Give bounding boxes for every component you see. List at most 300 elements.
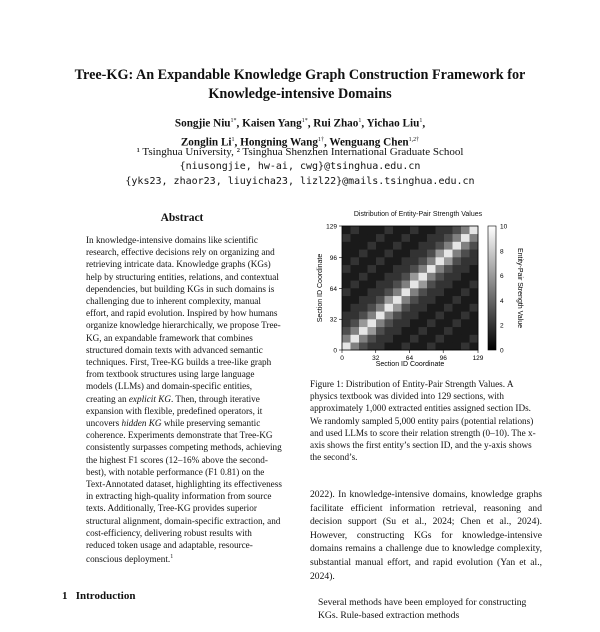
heatmap-cell <box>368 242 377 250</box>
heatmap-cell <box>427 257 436 265</box>
heatmap-cell <box>436 335 445 343</box>
heatmap-cell <box>444 257 453 265</box>
heatmap-cell <box>470 311 479 319</box>
heatmap-cell <box>427 249 436 257</box>
heatmap-cell <box>427 265 436 273</box>
heatmap-cell <box>342 234 351 242</box>
heatmap-cell <box>461 242 470 250</box>
heatmap-cell <box>427 304 436 312</box>
heatmap-cell <box>368 304 377 312</box>
heatmap-cell <box>385 327 394 335</box>
heatmap-cell <box>461 226 470 234</box>
colorbar <box>488 226 496 350</box>
heatmap-cell <box>444 342 453 350</box>
heatmap-cell <box>427 296 436 304</box>
heatmap-cell <box>368 265 377 273</box>
heatmap-cell <box>410 304 419 312</box>
heatmap-cell <box>461 265 470 273</box>
y-tick-label: 0 <box>333 347 337 355</box>
abstract-heading: Abstract <box>160 212 204 224</box>
heatmap-cell <box>351 335 360 343</box>
heatmap-cell <box>402 342 411 350</box>
heatmap-cell <box>368 335 377 343</box>
heatmap-cell <box>351 304 360 312</box>
heatmap-cell <box>393 335 402 343</box>
heatmap-cell <box>385 257 394 265</box>
heatmap-cell <box>351 249 360 257</box>
heatmap-cell <box>453 296 462 304</box>
heatmap-cell <box>393 234 402 242</box>
author-name: Rui Zhao <box>313 117 359 130</box>
heatmap-cell <box>359 273 368 281</box>
heatmap-cell <box>359 296 368 304</box>
heatmap-cell <box>359 265 368 273</box>
heatmap-cell <box>402 319 411 327</box>
heatmap-cell <box>410 249 419 257</box>
colorbar-tick-label: 4 <box>500 297 504 305</box>
heatmap-cell <box>419 265 428 273</box>
heatmap-cell <box>427 226 436 234</box>
heatmap-cell <box>453 226 462 234</box>
heatmap-cell <box>351 311 360 319</box>
heatmap-cell <box>393 319 402 327</box>
heatmap-cell <box>385 304 394 312</box>
heatmap-cell <box>342 335 351 343</box>
heatmap-cell <box>402 296 411 304</box>
heatmap-cell <box>427 273 436 281</box>
heatmap-cell <box>410 296 419 304</box>
heatmap-cell <box>359 288 368 296</box>
heatmap-cell <box>342 304 351 312</box>
heatmap-cell <box>444 249 453 257</box>
heatmap-cell <box>385 342 394 350</box>
heatmap-cell <box>342 311 351 319</box>
heatmap-cell <box>470 226 479 234</box>
heatmap-cell <box>453 319 462 327</box>
heatmap-cell <box>470 296 479 304</box>
heatmap-cell <box>419 234 428 242</box>
heatmap-cell <box>444 319 453 327</box>
paragraph: 2022). In knowledge-intensive domains, knowledge graphs facilitate efficient information retrieval, reasoning and decision support (Su et al., 2024; Chen et al., 2024). However, constructing KGs for knowledge-intensive domains remains a challenge due to knowledge complexity, substantial manual effort, and rapid evolution (Yan et al., 2024). <box>310 489 542 582</box>
heatmap-cell <box>385 249 394 257</box>
email-line-1: {niusongjie, hw-ai, cwg}@tsinghua.edu.cn <box>179 161 421 172</box>
heatmap-cell <box>419 273 428 281</box>
heatmap-cell <box>461 319 470 327</box>
heatmap-cell <box>436 342 445 350</box>
heatmap-cell <box>351 342 360 350</box>
heatmap-cell <box>376 311 385 319</box>
heatmap-cell <box>385 242 394 250</box>
heatmap-cell <box>351 327 360 335</box>
heatmap-cell <box>436 304 445 312</box>
heatmap-cell <box>444 304 453 312</box>
heatmap-cell <box>410 234 419 242</box>
heatmap-cell <box>351 288 360 296</box>
author-name: Wenguang Chen <box>329 136 409 149</box>
heatmap-cell <box>402 242 411 250</box>
heatmap-cell <box>470 234 479 242</box>
heatmap-cell <box>419 342 428 350</box>
heatmap-cell <box>342 288 351 296</box>
heatmap-cell <box>359 335 368 343</box>
heatmap-cell <box>393 257 402 265</box>
heatmap-cell <box>419 242 428 250</box>
heatmap-cell <box>427 234 436 242</box>
heatmap-cell <box>359 342 368 350</box>
author-name: Yichao Liu <box>366 117 420 130</box>
heatmap-cell <box>436 249 445 257</box>
heatmap-cell <box>368 296 377 304</box>
heatmap-cell <box>453 234 462 242</box>
heatmap-cell <box>342 319 351 327</box>
heatmap-cell <box>444 273 453 281</box>
heatmap-cell <box>342 342 351 350</box>
heatmap-cell <box>393 311 402 319</box>
heatmap-cell <box>444 311 453 319</box>
heatmap-cell <box>393 304 402 312</box>
heatmap-cell <box>436 288 445 296</box>
heatmap-cell <box>410 273 419 281</box>
heatmap-cell <box>453 257 462 265</box>
heatmap-cell <box>410 319 419 327</box>
heatmap-cell <box>444 327 453 335</box>
section-heading-introduction: 1 Introduction <box>62 590 136 602</box>
heatmap-cell <box>376 288 385 296</box>
heatmap-cell <box>410 257 419 265</box>
heatmap-cell <box>359 249 368 257</box>
heatmap-cell <box>436 296 445 304</box>
heatmap-cell <box>444 280 453 288</box>
heatmap-cell <box>376 335 385 343</box>
author-name: Hongning Wang <box>240 136 318 149</box>
heatmap-cell <box>402 265 411 273</box>
heatmap-cell <box>436 257 445 265</box>
heatmap-cell <box>427 327 436 335</box>
heatmap-cell <box>453 335 462 343</box>
heatmap-cell <box>461 327 470 335</box>
heatmap-cell <box>351 242 360 250</box>
heatmap-cell <box>359 234 368 242</box>
heatmap-cell <box>461 234 470 242</box>
heatmap-cell <box>436 311 445 319</box>
heatmap-cell <box>436 319 445 327</box>
heatmap-cell <box>470 342 479 350</box>
heatmap-cell <box>470 257 479 265</box>
heatmap-cell <box>419 249 428 257</box>
heatmap-cell <box>342 273 351 281</box>
heatmap-cell <box>351 226 360 234</box>
heatmap-cell <box>351 234 360 242</box>
heatmap-cell <box>402 288 411 296</box>
heatmap-cell <box>410 288 419 296</box>
author-name: Songjie Niu <box>174 117 231 130</box>
heatmap-cell <box>419 319 428 327</box>
heatmap-cell <box>427 280 436 288</box>
heatmap-cell <box>393 265 402 273</box>
heatmap-cell <box>470 265 479 273</box>
heatmap-cell <box>453 273 462 281</box>
heatmap-cell <box>470 319 479 327</box>
heatmap-cell <box>461 335 470 343</box>
heatmap-cell <box>410 342 419 350</box>
heatmap-cell <box>393 342 402 350</box>
heatmap-cell <box>402 234 411 242</box>
body-text-right <box>310 488 542 583</box>
colorbar-tick-label: 0 <box>500 347 504 355</box>
heatmap-cell <box>402 327 411 335</box>
heatmap-cell <box>376 304 385 312</box>
heatmap-cell <box>351 319 360 327</box>
heatmap-cell <box>410 311 419 319</box>
x-tick-label: 0 <box>340 355 344 362</box>
heatmap-cell <box>385 288 394 296</box>
heatmap-cell <box>385 234 394 242</box>
heatmap-cell <box>385 311 394 319</box>
heatmap-cell <box>385 265 394 273</box>
affiliation: ¹ Tsinghua University, ² Tsinghua Shenzhen International Graduate School <box>136 146 464 158</box>
colorbar-tick-label: 8 <box>500 248 504 256</box>
heatmap-cell <box>393 273 402 281</box>
y-axis-label: Section ID Coordinate <box>317 253 324 323</box>
y-tick-label: 96 <box>329 255 337 263</box>
paper-title <box>40 66 560 104</box>
heatmap-cell <box>470 335 479 343</box>
heatmap-cell <box>410 335 419 343</box>
title-line-1: Tree-KG: An Expandable Knowledge Graph Construction Framework for <box>74 67 526 83</box>
paragraph: Several methods have been employed for constructing KGs. Rule-based extraction methods <box>318 596 527 622</box>
heatmap-cell <box>444 265 453 273</box>
heatmap-cell <box>461 288 470 296</box>
heatmap-cell <box>453 242 462 250</box>
heatmap-cell <box>453 265 462 273</box>
heatmap-cell <box>342 296 351 304</box>
heatmap-cell <box>436 234 445 242</box>
heatmap-cell <box>393 327 402 335</box>
colorbar-tick-label: 10 <box>500 223 508 231</box>
heatmap-cell <box>368 327 377 335</box>
heatmap-cell <box>368 288 377 296</box>
title-line-2: Knowledge-intensive Domains <box>208 86 392 102</box>
author-name: Kaisen Yang <box>242 117 302 130</box>
heatmap-cell <box>453 249 462 257</box>
heatmap-cell <box>470 249 479 257</box>
heatmap-cell <box>376 280 385 288</box>
heatmap-cell <box>410 242 419 250</box>
heatmap-cell <box>444 288 453 296</box>
heatmap-cell <box>376 249 385 257</box>
colorbar-tick-label: 2 <box>500 322 504 330</box>
y-tick-label: 64 <box>329 285 337 293</box>
email-line-2: {yks23, zhaor23, liuyicha23, lizl22}@mails.tsinghua.edu.cn <box>125 176 475 187</box>
heatmap-cell <box>342 226 351 234</box>
heatmap-cell <box>453 327 462 335</box>
heatmap-cell <box>376 265 385 273</box>
heatmap-cell <box>342 257 351 265</box>
heatmap-cell <box>376 296 385 304</box>
heatmap-cell <box>453 311 462 319</box>
heatmap-cell <box>461 311 470 319</box>
heatmap-cell <box>427 342 436 350</box>
heatmap-cell <box>410 226 419 234</box>
heatmap-cell <box>461 249 470 257</box>
heatmap-cell <box>436 327 445 335</box>
heatmap-cell <box>368 257 377 265</box>
colorbar-tick-label: 6 <box>500 273 504 281</box>
heatmap-cell <box>419 311 428 319</box>
y-tick-label: 32 <box>329 316 337 324</box>
heatmap-cell <box>444 335 453 343</box>
y-tick-label: 129 <box>326 223 337 231</box>
heatmap-cell <box>376 342 385 350</box>
heatmap-cell <box>368 273 377 281</box>
heatmap-cell <box>444 242 453 250</box>
body-text-right-2 <box>318 586 542 632</box>
author-name: Zonglin Li <box>180 136 232 149</box>
heatmap-cell <box>461 342 470 350</box>
heatmap-cell <box>419 288 428 296</box>
author-line-2: Zonglin Li$^1$, Hongning Wang$^{1\dagger}$, Wenguang Chen$^{1,2\dagger}$ <box>180 136 420 149</box>
heatmap-cell <box>368 342 377 350</box>
x-axis-label: Section ID Coordinate <box>375 361 445 368</box>
heatmap-cell <box>444 234 453 242</box>
heatmap-cell <box>376 257 385 265</box>
heatmap-cell <box>385 226 394 234</box>
heatmap-cell <box>410 280 419 288</box>
heatmap-cell <box>385 296 394 304</box>
heatmap-cell <box>359 280 368 288</box>
colorbar-label: Entity-Pair Strength Value <box>516 247 523 329</box>
heatmap-cell <box>419 280 428 288</box>
heatmap-cell <box>351 280 360 288</box>
heatmap-cell <box>436 265 445 273</box>
x-tick-label: 64 <box>405 355 414 362</box>
heatmap-cell <box>436 226 445 234</box>
heatmap-cell <box>436 280 445 288</box>
heatmap-cell <box>342 265 351 273</box>
heatmap-cell <box>427 242 436 250</box>
heatmap-cell <box>444 226 453 234</box>
heatmap-cell <box>342 327 351 335</box>
heatmap-cell <box>393 226 402 234</box>
heatmap-cell <box>419 257 428 265</box>
x-tick-label: 32 <box>372 355 380 362</box>
heatmap-cell <box>419 226 428 234</box>
heatmap-cell <box>359 319 368 327</box>
heatmap-cell <box>427 311 436 319</box>
heatmap-cell <box>470 327 479 335</box>
heatmap-cell <box>402 226 411 234</box>
heatmap-cell <box>427 319 436 327</box>
heatmap-cell <box>359 226 368 234</box>
heatmap-cell <box>368 280 377 288</box>
heatmap-cell <box>470 288 479 296</box>
heatmap-cell <box>470 280 479 288</box>
heatmap-cell <box>461 257 470 265</box>
heatmap-cell <box>368 226 377 234</box>
heatmap-cell <box>393 296 402 304</box>
heatmap-cell <box>385 273 394 281</box>
heatmap-cell <box>461 273 470 281</box>
heatmap-cell <box>402 304 411 312</box>
heatmap-cell <box>461 280 470 288</box>
heatmap-cell <box>368 311 377 319</box>
heatmap-cell <box>461 296 470 304</box>
heatmap-cell <box>393 280 402 288</box>
heatmap-cell <box>402 273 411 281</box>
heatmap-cell <box>453 288 462 296</box>
figure-caption: Figure 1: Distribution of Entity-Pair Strength Values. A physics textbook was divided into 129 sections, with approximately 1,000 extracted entities assigned section IDs. We randomly sampled 5,000 entity pairs (potential relations) and used LLMs to score their relation strength (0–10). The x-axis shows the first entity’s section ID, and the y-axis shows the second’s. <box>310 379 536 463</box>
heatmap-cell <box>453 342 462 350</box>
heatmap-cell <box>444 296 453 304</box>
heatmap-cell <box>402 335 411 343</box>
heatmap-cell <box>342 280 351 288</box>
heatmap-cell <box>359 327 368 335</box>
heatmap-cell <box>393 288 402 296</box>
heatmap-cell <box>410 327 419 335</box>
heatmap-cell <box>461 304 470 312</box>
heatmap-cell <box>368 234 377 242</box>
heatmap-cell <box>376 327 385 335</box>
x-tick-label: 129 <box>472 355 484 362</box>
x-tick-label: 96 <box>439 355 447 362</box>
heatmap-cell <box>419 335 428 343</box>
heatmap-cell <box>402 311 411 319</box>
heatmap-cell <box>453 304 462 312</box>
chart-title: Distribution of Entity-Pair Strength Values <box>353 211 483 218</box>
heatmap-cell <box>410 265 419 273</box>
heatmap-cell <box>376 226 385 234</box>
heatmap-cell <box>470 304 479 312</box>
heatmap-cell <box>351 265 360 273</box>
heatmap-cell <box>351 296 360 304</box>
heatmap-cell <box>359 304 368 312</box>
heatmap-cell <box>419 304 428 312</box>
heatmap-cell <box>427 288 436 296</box>
heatmap-cell <box>342 242 351 250</box>
heatmap-cell <box>453 280 462 288</box>
heatmap-cell <box>402 249 411 257</box>
abstract-body: In knowledge-intensive domains like scientific research, effective decisions rely on organizing and retrieving intricate data. Knowledge graphs (KGs) help by structuring entities, relations, and contextual dependencies, but building KGs in such domains is challenging due to inherent complexity, manual effort, and rapid evolution. Inspired by how humans organize knowledge hierarchically, we propose Tree-KG, an expandable framework that combines structured domain texts with advanced semantic techniques. First, Tree-KG builds a tree-like graph from textbook structures using large language models (LLMs) and domain-specific entities, creating an explicit KG. Then, through iterative expansion with flexible, predefined operators, it uncovers hidden KG while preserving semantic coherence. Experiments demonstrate that Tree-KG consistently surpasses competing methods, achieving the highest F1 scores (12–16% above the second-best), with notable performance (F1 0.81) on the Text-Annotated dataset, highlighting its effectiveness in extracting high-quality information from source texts. Additionally, Tree-KG provides superior structural alignment, domain-specific extraction, and cost-efficiency, delivering robust results with reduced token usage and adaptable, resource-conscious deployment.$^1$ <box>86 235 282 565</box>
heatmap-cell <box>402 280 411 288</box>
heatmap-cell <box>385 280 394 288</box>
heatmap-cell <box>470 242 479 250</box>
heatmap-cell <box>436 242 445 250</box>
heatmap-cell <box>359 257 368 265</box>
heatmap-cell <box>427 335 436 343</box>
heatmap-cell <box>351 273 360 281</box>
heatmap-cell <box>342 249 351 257</box>
heatmap-cell <box>376 273 385 281</box>
heatmap-cell <box>470 273 479 281</box>
author-line-1: Songjie Niu$^{1*}$, Kaisen Yang$^{1*}$, Rui Zhao$^1$, Yichao Liu$^1$, <box>174 117 426 130</box>
heatmap-cell <box>393 249 402 257</box>
heatmap-cell <box>368 319 377 327</box>
heatmap-cell <box>385 335 394 343</box>
heatmap-cell <box>402 257 411 265</box>
heatmap-cell <box>351 257 360 265</box>
heatmap-cell <box>385 319 394 327</box>
heatmap-cell <box>436 273 445 281</box>
heatmap-cell <box>419 327 428 335</box>
heatmap-cell <box>359 242 368 250</box>
heatmap-cell <box>376 242 385 250</box>
heatmap-cell <box>359 311 368 319</box>
heatmap-cell <box>393 242 402 250</box>
heatmap-cell <box>376 234 385 242</box>
heatmap-cell <box>368 249 377 257</box>
heatmap-cell <box>376 319 385 327</box>
heatmap-cell <box>419 296 428 304</box>
